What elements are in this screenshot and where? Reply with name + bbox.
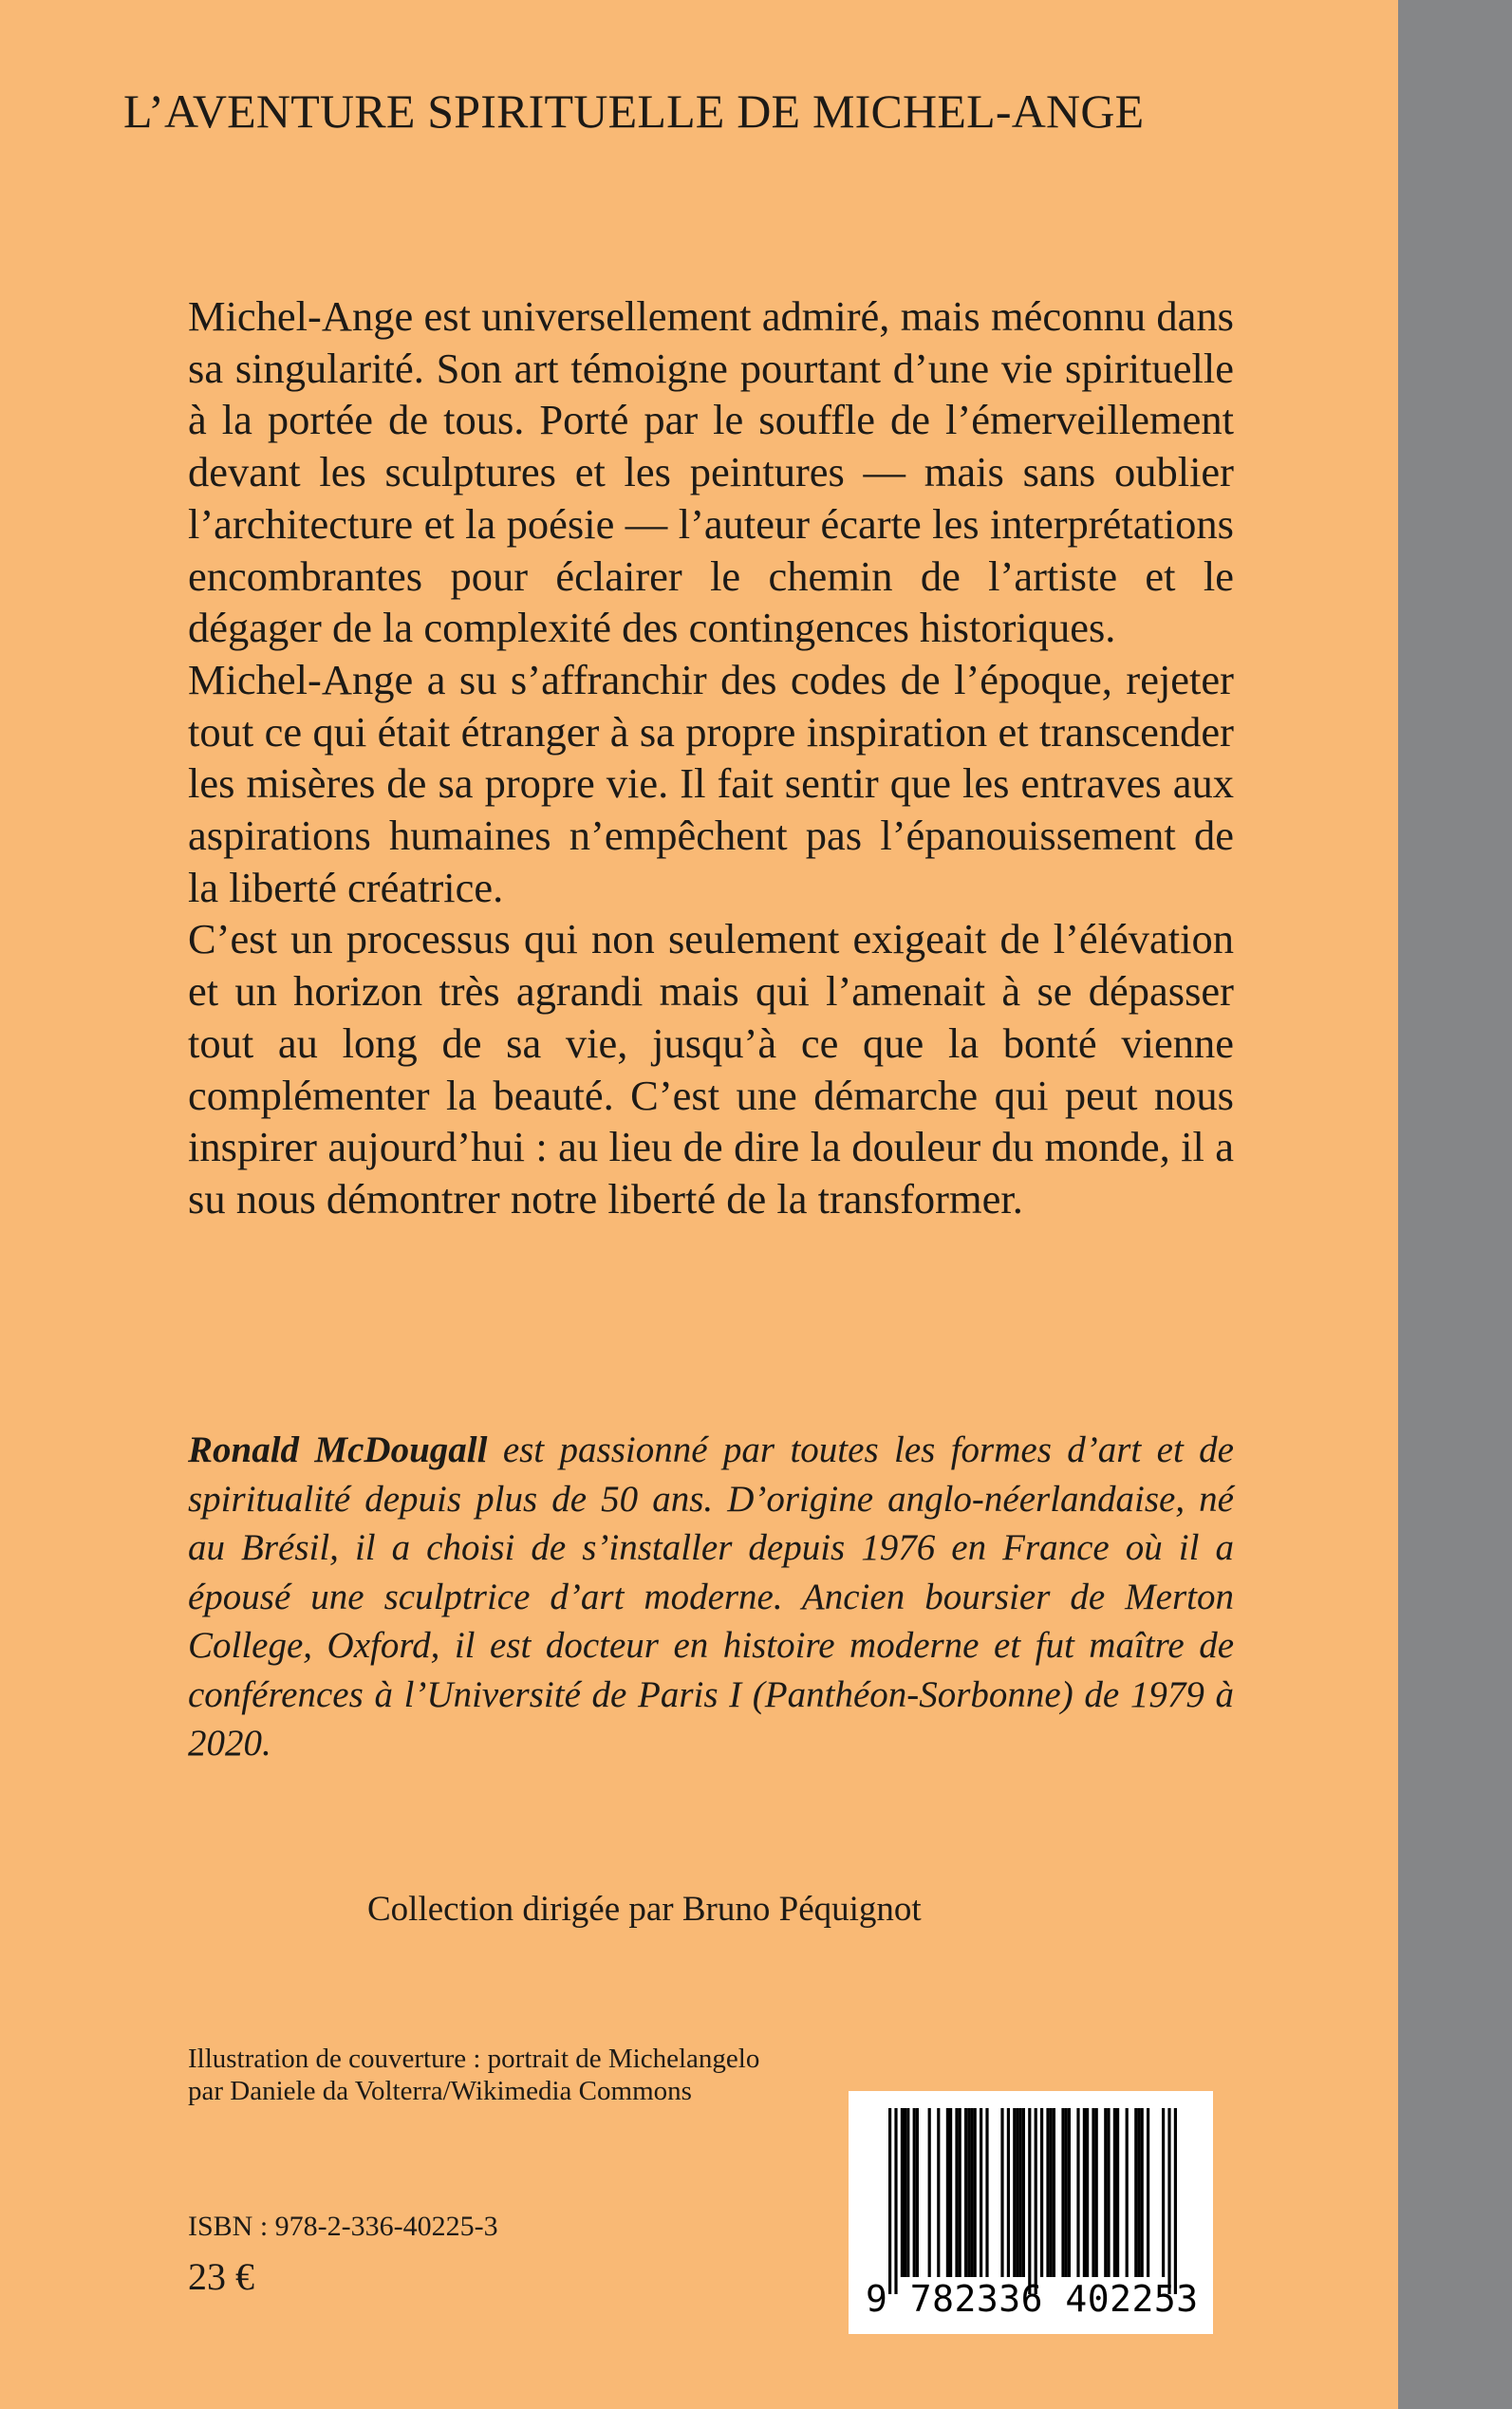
- barcode-bar: [1035, 2108, 1037, 2294]
- barcode-bar: [1167, 2108, 1170, 2294]
- author-name: Ronald McDougall: [188, 1429, 488, 1470]
- barcode-bar: [1065, 2108, 1068, 2277]
- barcode-bar: [1050, 2108, 1053, 2277]
- barcode-bar: [985, 2108, 988, 2277]
- barcode-bar: [1013, 2108, 1016, 2277]
- book-title: L’AVENTURE SPIRITUELLE DE MICHEL-ANGE: [123, 84, 1145, 138]
- price-label: 23 €: [188, 2255, 254, 2298]
- barcode-bar: [913, 2108, 916, 2277]
- isbn-label: ISBN : 978-2-336-40225-3: [188, 2211, 498, 2242]
- credit-line: par Daniele da Volterra/Wikimedia Commons: [188, 2076, 692, 2106]
- barcode-bar: [1028, 2108, 1031, 2294]
- collection-editor: Collection dirigée par Bruno Péquignot: [367, 1890, 922, 1929]
- barcode-digits: 9 782336 402253: [866, 2278, 1199, 2320]
- barcode-bar: [1137, 2108, 1140, 2277]
- spine-edge: [1398, 0, 1512, 2409]
- barcode: [849, 2091, 1213, 2334]
- barcode-bar: [1000, 2108, 1003, 2277]
- barcode-bar: [1116, 2108, 1119, 2277]
- barcode-bar: [980, 2108, 982, 2277]
- barcode-bar: [1113, 2108, 1116, 2277]
- barcode-bar: [1016, 2108, 1018, 2277]
- barcode-bar: [928, 2108, 931, 2277]
- barcode-bar: [906, 2108, 909, 2277]
- barcode-bar: [959, 2108, 961, 2277]
- barcode-bar: [1126, 2108, 1129, 2277]
- barcode-bar: [1083, 2108, 1086, 2277]
- blurb-paragraph: Michel-Ange a su s’affranchir des codes de l’époque, rejeter tout ce qui était étranger à sa propre inspiration et transcender les misères de sa propre vie. Il fait sentir que les entraves aux aspirations humaines n’empêchent pas l’épanouissement de la liberté créatrice.: [188, 655, 1234, 911]
- barcode-bar: [1046, 2108, 1049, 2277]
- barcode-bar: [1076, 2108, 1079, 2277]
- barcode-bar: [949, 2108, 952, 2277]
- barcode-bar: [1147, 2108, 1149, 2277]
- barcode-bar: [1061, 2108, 1064, 2277]
- barcode-bar: [1095, 2108, 1098, 2277]
- author-bio: [188, 1426, 1234, 1768]
- barcode-bar: [1086, 2108, 1089, 2277]
- barcode-bar: [967, 2108, 970, 2277]
- blurb-paragraph: C’est un processus qui non seulement exigeait de l’élévation et un horizon très agrandi mais qui l’amenait à se dépasser tout au long de sa vie, jusqu’à ce que la bonté vienne complémenter la beauté. C’est une démarche qui peut nous inspirer aujourd’hui : au lieu de dire la douleur du monde, il a su nous démontrer notre liberté de la transformer.: [188, 915, 1234, 1223]
- barcode-bar: [937, 2108, 940, 2277]
- barcode-bar: [1092, 2108, 1094, 2277]
- barcode-bar: [970, 2108, 973, 2277]
- barcode-bar: [901, 2108, 904, 2277]
- barcode-bar: [1162, 2108, 1165, 2277]
- barcode-bar: [1068, 2108, 1071, 2277]
- barcode-bar: [974, 2108, 977, 2277]
- barcode-bar: [1053, 2108, 1055, 2277]
- barcode-bar: [1104, 2108, 1107, 2277]
- barcode-bar: [1107, 2108, 1110, 2277]
- book-blurb: [188, 290, 1234, 1225]
- barcode-bar: [1174, 2108, 1177, 2294]
- barcode-bar: [1040, 2108, 1043, 2277]
- barcode-bar: [1134, 2108, 1137, 2277]
- illustration-credit: [188, 2043, 759, 2107]
- barcode-bar: [1022, 2108, 1025, 2277]
- barcode-bar: [1019, 2108, 1022, 2277]
- barcode-bar: [1141, 2108, 1144, 2277]
- barcode-bar: [955, 2108, 958, 2277]
- credit-line: Illustration de couverture : portrait de Michelangelo: [188, 2044, 760, 2074]
- barcode-bar: [888, 2108, 891, 2294]
- barcode-bar: [904, 2108, 906, 2277]
- barcode-bar: [916, 2108, 919, 2277]
- barcode-bar: [964, 2108, 967, 2277]
- barcode-bar: [894, 2108, 897, 2294]
- barcode-bar: [1007, 2108, 1010, 2277]
- author-bio-text: est passionné par toutes les formes d’art et de spiritualité depuis plus de 50 ans. D’origine anglo-néerlandaise, né au Brésil, il a choisi de s’installer depuis 1976 en France où il a épousé une sculptrice d’art moderne. Ancien boursier de Merton College, Oxford, il est docteur en histoire moderne et fut maître de conférences à l’Université de Paris I (Panthéon-Sorbonne) de 1979 à 2020.: [188, 1429, 1234, 1764]
- barcode-bar: [946, 2108, 949, 2277]
- blurb-paragraph: Michel-Ange est universellement admiré, mais méconnu dans sa singularité. Son art témoigne pourtant d’une vie spirituelle à la portée de tous. Porté par le souffle de l’émerveillement devant les sculptures et les peintures — mais sans oublier l’architecture et la poésie — l’auteur écarte les interprétations encombrantes pour éclairer le chemin de l’artiste et le dégager de la complexité des contingences historiques.: [188, 292, 1234, 652]
